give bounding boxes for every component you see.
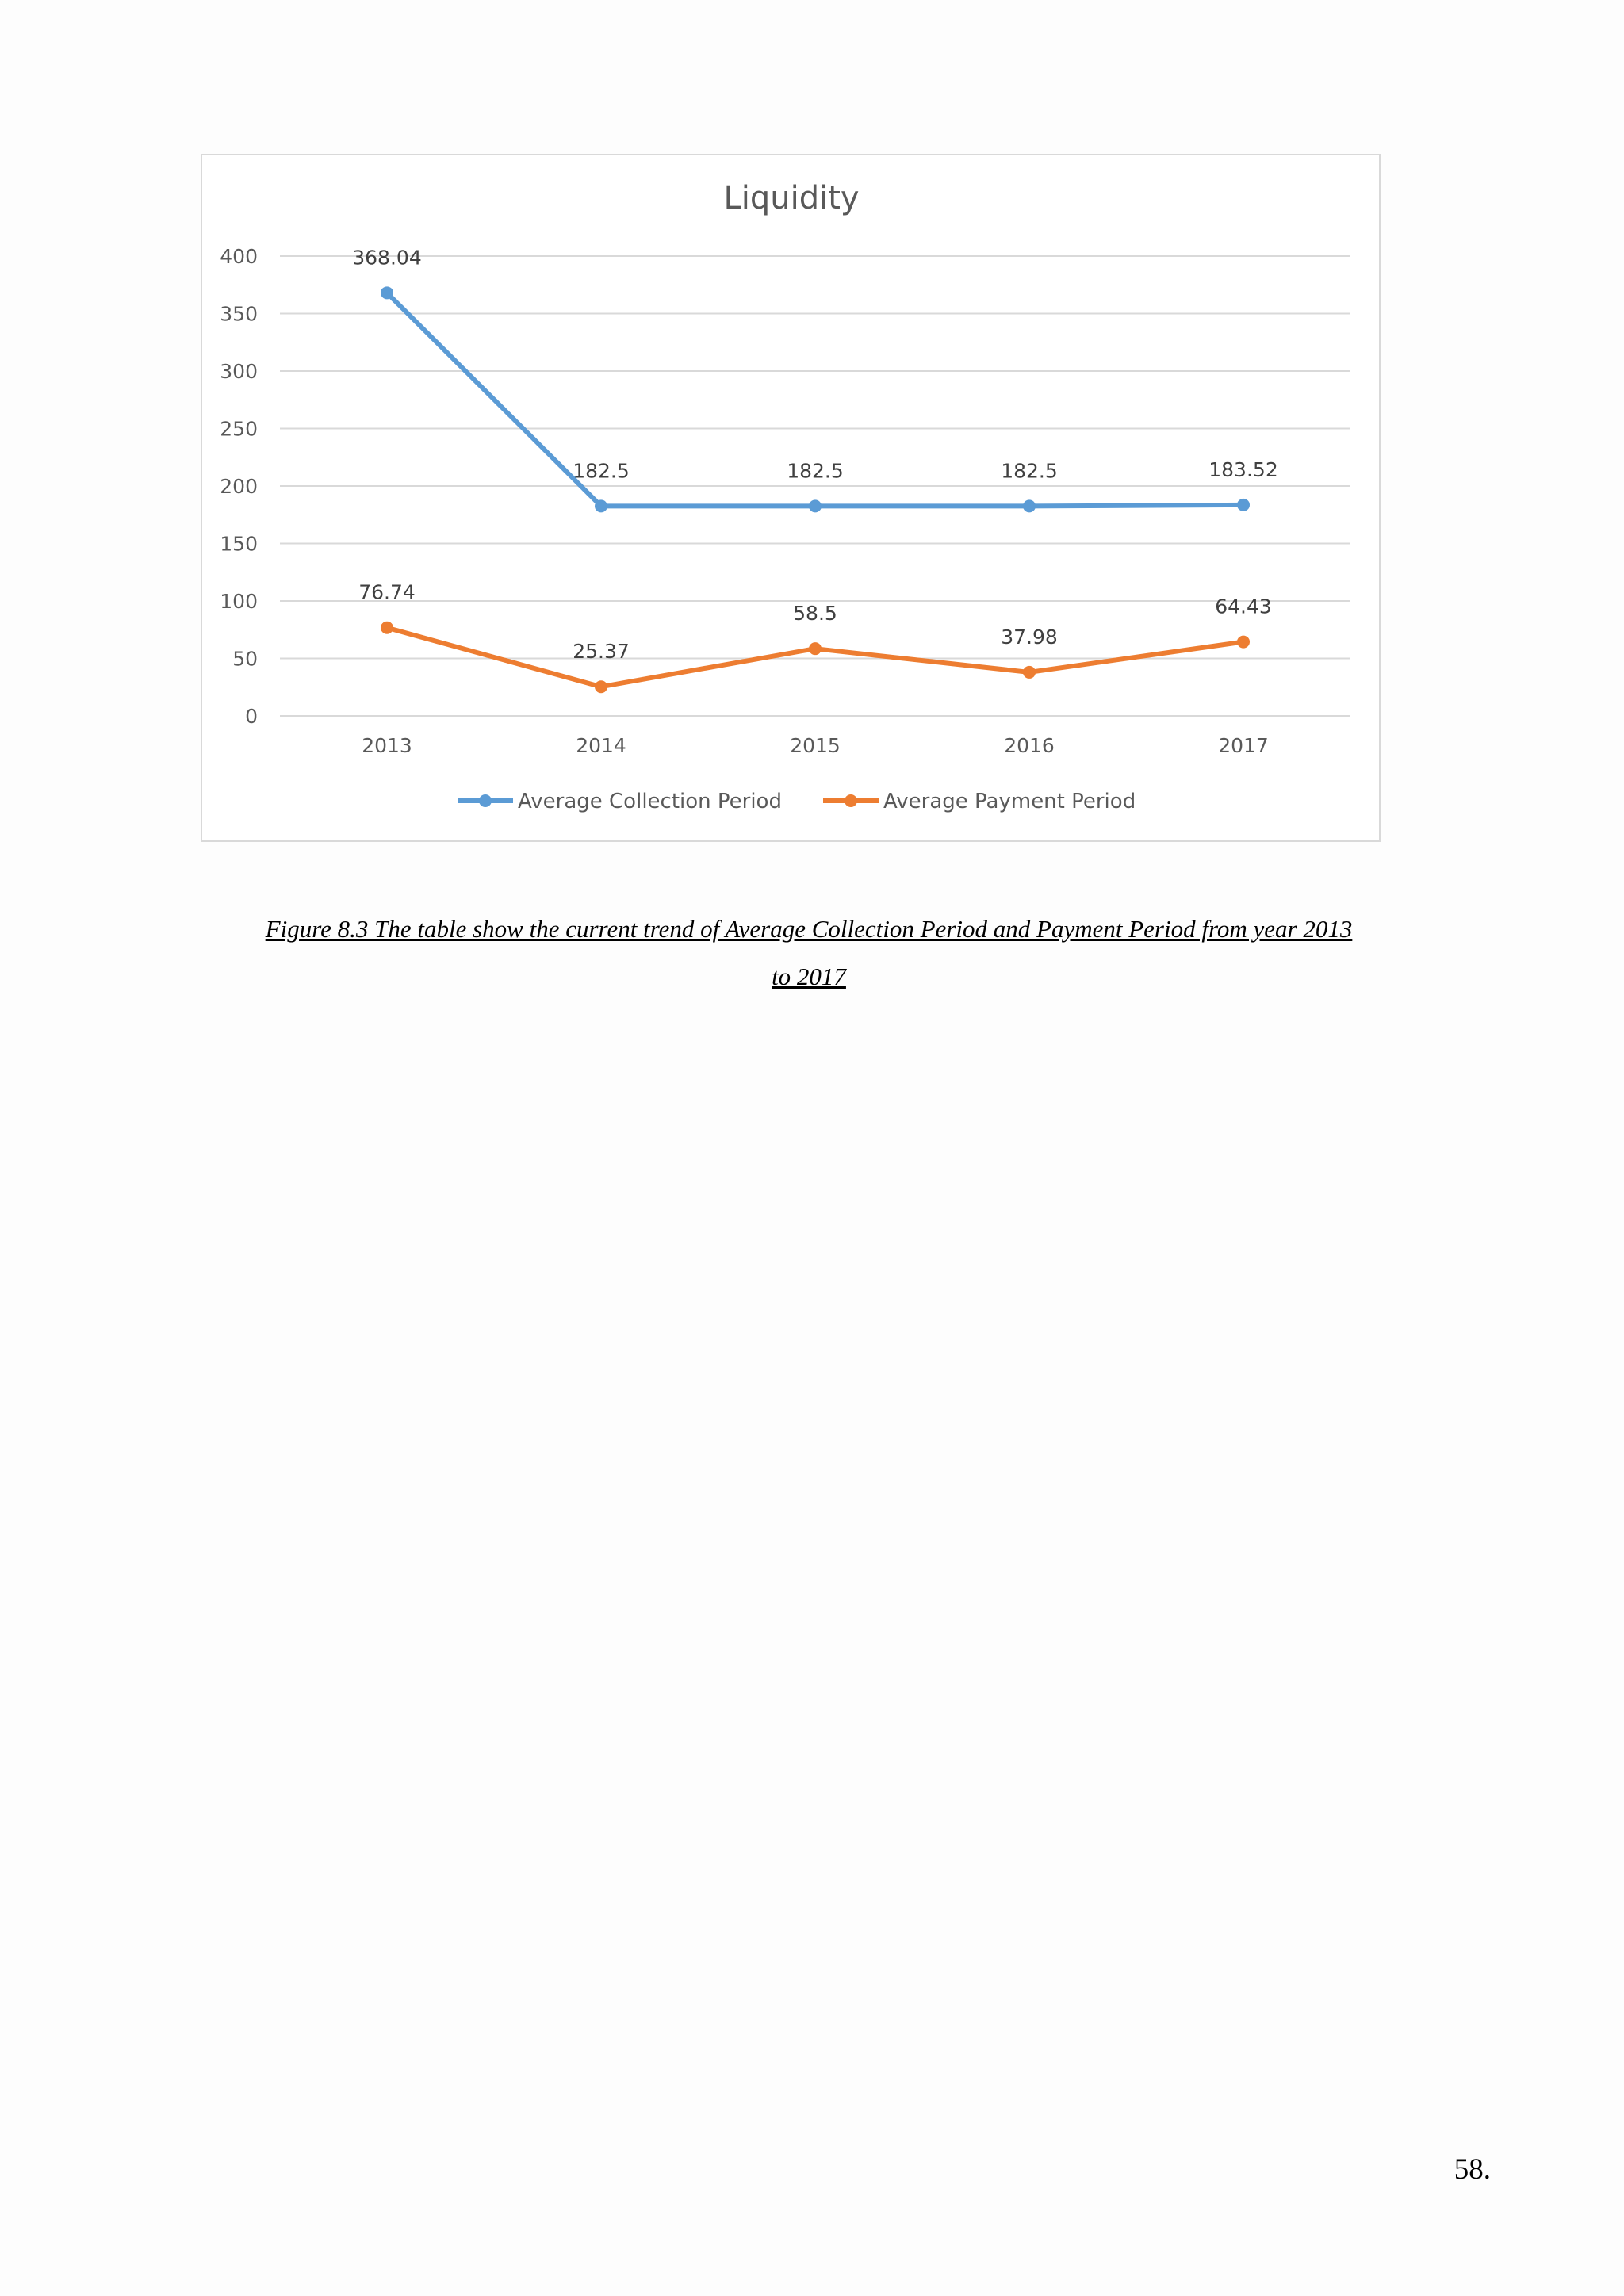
data-label: 58.5	[793, 602, 837, 626]
y-tick-label: 300	[220, 360, 258, 383]
average-payment-period-point	[595, 680, 607, 693]
y-tick-label: 0	[245, 705, 258, 728]
data-label: 25.37	[573, 640, 630, 664]
x-axis-ticks	[362, 734, 1269, 757]
average-collection-period-point	[1023, 499, 1036, 512]
data-label: 182.5	[573, 459, 630, 483]
x-tick-label: 2015	[790, 734, 841, 757]
average-collection-period-point	[809, 499, 822, 512]
liquidity-chart	[202, 155, 1379, 840]
y-axis-ticks	[220, 245, 258, 728]
data-label: 183.52	[1208, 457, 1278, 481]
caption-line-1: Figure 8.3 The table show the current trend of Average Collection Period and Payment Period from year 2013	[265, 915, 1353, 943]
y-tick-label: 350	[220, 302, 258, 326]
average-collection-period-point	[381, 286, 393, 299]
legend	[458, 790, 1136, 813]
x-tick-label: 2013	[362, 734, 412, 757]
data-label: 37.98	[1001, 625, 1058, 649]
y-tick-label: 200	[220, 475, 258, 498]
average-payment-period-line	[387, 625, 1243, 687]
x-tick-label: 2016	[1004, 734, 1055, 757]
page-number: 58.	[1454, 2153, 1491, 2186]
average-payment-period-point	[1237, 636, 1250, 649]
chart-title: Liquidity	[723, 180, 860, 216]
y-tick-label: 100	[220, 590, 258, 613]
average-collection-period-point	[1237, 499, 1250, 511]
data-label: 368.04	[352, 246, 422, 270]
average-payment-period-legend-label: Average Payment Period	[883, 790, 1136, 813]
average-payment-period-point	[381, 622, 393, 634]
data-label: 64.43	[1215, 595, 1272, 618]
series-lines	[381, 286, 1250, 693]
x-tick-label: 2017	[1218, 734, 1269, 757]
data-label: 182.5	[1001, 459, 1058, 483]
data-label: 76.74	[358, 580, 416, 604]
y-tick-label: 50	[232, 647, 258, 671]
average-collection-period-legend-marker	[479, 794, 492, 807]
average-payment-period-point	[1023, 666, 1036, 679]
average-payment-period-point	[809, 642, 822, 655]
figure-caption	[198, 905, 1419, 1001]
caption-line-2: to 2017	[772, 962, 846, 990]
y-tick-label: 150	[220, 532, 258, 556]
chart-frame	[201, 154, 1381, 842]
average-collection-period-legend-label: Average Collection Period	[518, 790, 782, 813]
average-payment-period-legend-marker	[845, 794, 857, 807]
x-tick-label: 2014	[576, 734, 626, 757]
y-tick-label: 400	[220, 245, 258, 268]
data-label: 182.5	[787, 459, 844, 483]
average-collection-period-point	[595, 499, 607, 512]
y-tick-label: 250	[220, 417, 258, 441]
